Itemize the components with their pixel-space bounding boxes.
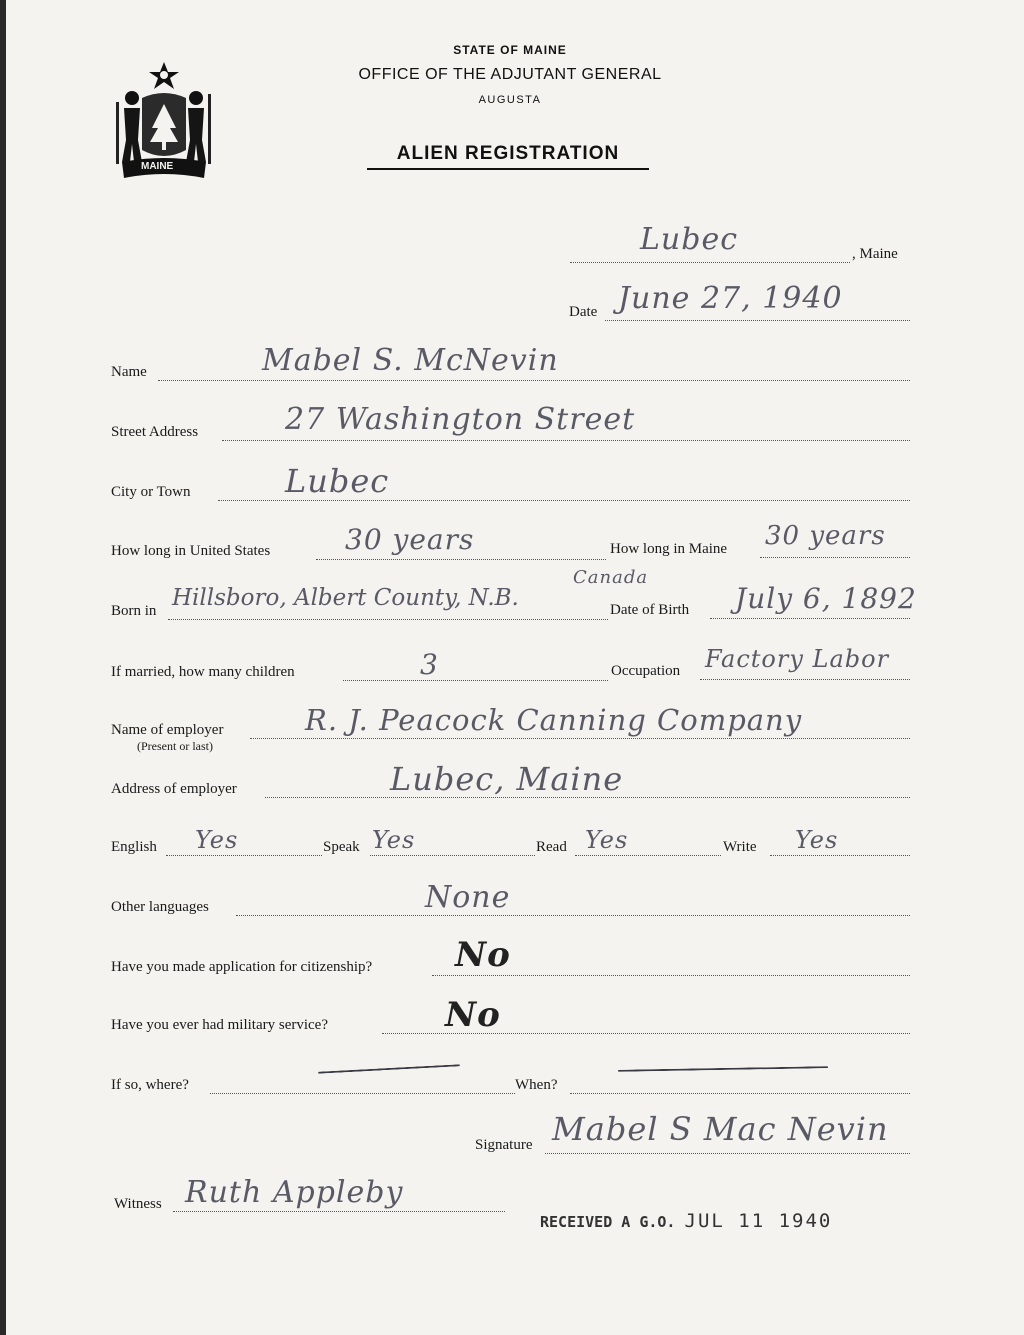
- dob-value: July 6, 1892: [735, 582, 917, 615]
- when-line: [570, 1093, 910, 1094]
- dob-line: [710, 618, 910, 619]
- name-value: Mabel S. McNevin: [262, 343, 559, 378]
- read-label: Read: [536, 839, 567, 855]
- english-value: Yes: [195, 826, 239, 854]
- city-value: Lubec: [285, 462, 390, 500]
- witness-label: Witness: [114, 1196, 162, 1212]
- received-stamp: [540, 1210, 832, 1232]
- occupation-label: Occupation: [611, 663, 681, 679]
- how-long-maine-value: 30 years: [765, 521, 886, 551]
- english-label: English: [111, 839, 157, 855]
- occupation-line: [700, 679, 910, 680]
- born-in-line: [168, 619, 608, 620]
- speak-label: Speak: [323, 839, 360, 855]
- seal-banner-text: MAINE: [141, 161, 174, 172]
- how-long-us-line: [316, 559, 606, 560]
- town-value: Lubec: [640, 222, 739, 257]
- born-country-value: Canada: [573, 567, 649, 588]
- employer-line: [250, 738, 910, 739]
- citizenship-value: No: [455, 935, 511, 975]
- where-dash-mark: [318, 1064, 460, 1073]
- scan-edge: [0, 0, 6, 1335]
- if-so-where-label: If so, where?: [111, 1077, 189, 1093]
- born-in-value: Hillsboro, Albert County, N.B.: [172, 585, 519, 611]
- street-value: 27 Washington Street: [285, 402, 636, 437]
- military-value: No: [445, 995, 501, 1035]
- date-line: [605, 320, 910, 321]
- born-in-label: Born in: [111, 603, 157, 619]
- signature-line: [545, 1153, 910, 1154]
- witness-value: Ruth Appleby: [185, 1175, 404, 1210]
- received-stamp-date: JUL 11 1940: [684, 1210, 833, 1232]
- children-line: [343, 680, 608, 681]
- dob-label: Date of Birth: [610, 602, 690, 618]
- write-value: Yes: [795, 826, 839, 854]
- date-value: June 27, 1940: [618, 281, 843, 316]
- city-line: [218, 500, 910, 501]
- citizenship-label: Have you made application for citizenship?: [111, 959, 373, 975]
- town-line: [570, 262, 850, 263]
- name-line: [158, 380, 910, 381]
- write-label: Write: [723, 839, 757, 855]
- employer-address-value: Lubec, Maine: [390, 760, 624, 798]
- if-so-where-line: [210, 1093, 515, 1094]
- other-languages-line: [236, 915, 910, 916]
- read-line: [575, 855, 721, 856]
- witness-line: [173, 1211, 505, 1212]
- city-label: City or Town: [111, 484, 191, 500]
- received-stamp-text: RECEIVED A G.O.: [540, 1213, 676, 1231]
- english-line: [166, 855, 322, 856]
- children-value: 3: [420, 648, 439, 681]
- children-label: If married, how many children: [111, 664, 295, 680]
- how-long-us-value: 30 years: [345, 523, 475, 556]
- signature-label: Signature: [475, 1137, 533, 1153]
- employer-label: Name of employer: [111, 722, 224, 738]
- when-dash-mark: [618, 1066, 828, 1072]
- citizenship-line: [432, 975, 910, 976]
- how-long-maine-line: [760, 557, 910, 558]
- city-heading: AUGUSTA: [478, 94, 542, 106]
- street-line: [222, 440, 910, 441]
- street-label: Street Address: [111, 424, 199, 440]
- read-value: Yes: [585, 826, 629, 854]
- speak-line: [370, 855, 535, 856]
- employer-note: (Present or last): [137, 739, 213, 753]
- name-label: Name: [111, 364, 147, 380]
- state-heading: STATE OF MAINE: [453, 43, 567, 57]
- occupation-value: Factory Labor: [705, 645, 890, 673]
- employer-value: R. J. Peacock Canning Company: [305, 703, 803, 737]
- signature-value: Mabel S Mac Nevin: [552, 1110, 889, 1148]
- office-heading: OFFICE OF THE ADJUTANT GENERAL: [358, 66, 662, 83]
- write-line: [770, 855, 910, 856]
- maine-label: , Maine: [852, 246, 898, 262]
- military-label: Have you ever had military service?: [111, 1017, 328, 1033]
- when-label: When?: [515, 1077, 558, 1093]
- how-long-maine-label: How long in Maine: [610, 541, 728, 557]
- other-languages-value: None: [425, 880, 511, 915]
- speak-value: Yes: [372, 826, 416, 854]
- how-long-us-label: How long in United States: [111, 543, 271, 559]
- other-languages-label: Other languages: [111, 899, 209, 915]
- form-title: ALIEN REGISTRATION: [367, 143, 649, 170]
- employer-address-label: Address of employer: [111, 781, 237, 797]
- date-label: Date: [569, 304, 598, 320]
